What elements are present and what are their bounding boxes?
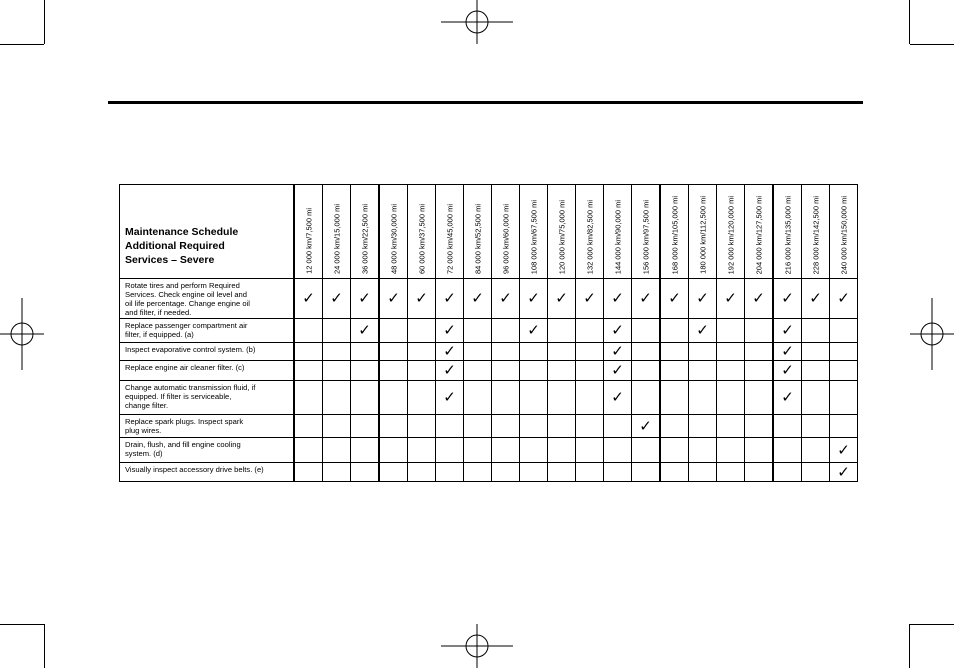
check-icon: ✓ xyxy=(358,290,371,307)
interval-label: 108 000 km/67,500 mi xyxy=(528,199,538,274)
check-mark-cell xyxy=(689,279,717,319)
empty-cell xyxy=(717,415,745,438)
check-icon: ✓ xyxy=(781,343,794,360)
maintenance-schedule-table xyxy=(119,184,858,482)
empty-cell xyxy=(773,438,802,463)
empty-cell xyxy=(323,343,351,361)
check-icon: ✓ xyxy=(415,290,428,307)
check-mark-cell xyxy=(464,279,492,319)
interval-label: 204 000 km/127,500 mi xyxy=(753,195,763,274)
interval-label: 72 000 km/45,000 mi xyxy=(444,203,454,274)
service-row xyxy=(120,343,858,361)
empty-cell xyxy=(576,415,604,438)
check-mark-cell xyxy=(604,319,632,343)
empty-cell xyxy=(632,319,661,343)
check-mark-cell xyxy=(660,279,689,319)
empty-cell xyxy=(408,438,436,463)
empty-cell xyxy=(576,438,604,463)
empty-cell xyxy=(408,381,436,415)
interval-label: 36 000 km/22,500 mi xyxy=(359,203,369,274)
empty-cell xyxy=(294,361,323,381)
check-mark-cell xyxy=(351,279,380,319)
empty-cell xyxy=(294,463,323,482)
check-mark-cell xyxy=(436,343,464,361)
empty-cell xyxy=(632,463,661,482)
empty-cell xyxy=(548,381,576,415)
interval-label: 132 000 km/82,500 mi xyxy=(584,199,594,274)
interval-header xyxy=(492,185,520,279)
service-text-line: Inspect evaporative control system. (b) xyxy=(125,345,256,354)
check-icon: ✓ xyxy=(752,290,765,307)
empty-cell xyxy=(492,381,520,415)
empty-cell xyxy=(689,361,717,381)
empty-cell xyxy=(802,361,830,381)
check-icon: ✓ xyxy=(358,322,371,339)
check-icon: ✓ xyxy=(668,290,681,307)
empty-cell xyxy=(379,438,408,463)
empty-cell xyxy=(323,438,351,463)
empty-cell xyxy=(294,381,323,415)
empty-cell xyxy=(379,415,408,438)
empty-cell xyxy=(830,343,858,361)
empty-cell xyxy=(294,438,323,463)
empty-cell xyxy=(408,415,436,438)
interval-header xyxy=(773,185,802,279)
empty-cell xyxy=(830,381,858,415)
check-mark-cell xyxy=(604,343,632,361)
service-text-line: equipped. If filter is serviceable, xyxy=(125,392,232,401)
empty-cell xyxy=(379,319,408,343)
empty-cell xyxy=(576,343,604,361)
empty-cell xyxy=(802,415,830,438)
services-body xyxy=(120,279,858,482)
service-text-line: system. (d) xyxy=(125,449,163,458)
service-description xyxy=(120,279,295,319)
empty-cell xyxy=(604,438,632,463)
interval-label: 60 000 km/37,500 mi xyxy=(416,203,426,274)
empty-cell xyxy=(604,463,632,482)
check-icon: ✓ xyxy=(696,322,709,339)
registration-mark-right xyxy=(910,298,954,370)
empty-cell xyxy=(323,319,351,343)
empty-cell xyxy=(632,381,661,415)
empty-cell xyxy=(717,438,745,463)
check-icon: ✓ xyxy=(639,417,652,435)
interval-header xyxy=(323,185,351,279)
empty-cell xyxy=(604,415,632,438)
empty-cell xyxy=(520,381,548,415)
check-mark-cell xyxy=(830,438,858,463)
empty-cell xyxy=(351,438,380,463)
service-text-line: filter, if equipped. (a) xyxy=(125,330,194,339)
empty-cell xyxy=(294,343,323,361)
check-icon: ✓ xyxy=(499,290,512,307)
check-mark-cell xyxy=(717,279,745,319)
check-mark-cell xyxy=(773,319,802,343)
service-text-line: oil life percentage. Change engine oil xyxy=(125,299,250,308)
service-text-line: change filter. xyxy=(125,401,169,410)
check-icon: ✓ xyxy=(330,290,343,307)
service-row xyxy=(120,381,858,415)
empty-cell xyxy=(745,319,774,343)
interval-header xyxy=(802,185,830,279)
check-mark-cell xyxy=(379,279,408,319)
interval-header xyxy=(660,185,689,279)
empty-cell xyxy=(379,381,408,415)
registration-mark-left xyxy=(0,298,44,370)
check-icon: ✓ xyxy=(583,290,596,307)
empty-cell xyxy=(464,343,492,361)
empty-cell xyxy=(717,361,745,381)
service-row xyxy=(120,361,858,381)
empty-cell xyxy=(464,415,492,438)
check-icon: ✓ xyxy=(611,362,624,379)
check-mark-cell xyxy=(604,279,632,319)
service-text-line: and filter, if needed. xyxy=(125,308,192,317)
empty-cell xyxy=(660,319,689,343)
empty-cell xyxy=(745,381,774,415)
check-icon: ✓ xyxy=(611,290,624,307)
empty-cell xyxy=(323,361,351,381)
empty-cell xyxy=(408,361,436,381)
interval-label: 12 000 km/7,500 mi xyxy=(303,208,313,274)
crop-mark xyxy=(0,44,44,45)
check-mark-cell xyxy=(773,279,802,319)
empty-cell xyxy=(576,319,604,343)
check-mark-cell xyxy=(632,415,661,438)
empty-cell xyxy=(492,361,520,381)
service-row xyxy=(120,415,858,438)
interval-header xyxy=(520,185,548,279)
empty-cell xyxy=(717,463,745,482)
service-description xyxy=(120,343,295,361)
empty-cell xyxy=(408,319,436,343)
check-mark-cell xyxy=(520,279,548,319)
empty-cell xyxy=(802,438,830,463)
service-description xyxy=(120,361,295,381)
check-mark-cell xyxy=(436,319,464,343)
interval-label: 156 000 km/97,500 mi xyxy=(640,199,650,274)
interval-header xyxy=(830,185,858,279)
check-icon: ✓ xyxy=(387,290,400,307)
empty-cell xyxy=(351,381,380,415)
empty-cell xyxy=(323,381,351,415)
interval-header xyxy=(294,185,323,279)
crop-mark xyxy=(910,44,954,45)
check-icon: ✓ xyxy=(781,322,794,339)
empty-cell xyxy=(773,463,802,482)
empty-cell xyxy=(548,343,576,361)
empty-cell xyxy=(689,415,717,438)
empty-cell xyxy=(548,361,576,381)
check-icon: ✓ xyxy=(781,389,794,406)
interval-header xyxy=(717,185,745,279)
empty-cell xyxy=(745,438,774,463)
check-mark-cell xyxy=(436,381,464,415)
interval-header xyxy=(436,185,464,279)
check-icon: ✓ xyxy=(724,290,737,307)
interval-header xyxy=(576,185,604,279)
empty-cell xyxy=(548,415,576,438)
empty-cell xyxy=(464,319,492,343)
check-mark-cell xyxy=(745,279,774,319)
empty-cell xyxy=(492,438,520,463)
service-text-line: Rotate tires and perform Required xyxy=(125,281,240,290)
check-mark-cell xyxy=(520,319,548,343)
interval-label: 144 000 km/90,000 mi xyxy=(612,199,622,274)
interval-label: 240 000 km/150,000 mi xyxy=(838,195,848,274)
check-icon: ✓ xyxy=(443,343,456,360)
empty-cell xyxy=(464,463,492,482)
check-mark-cell xyxy=(773,381,802,415)
empty-cell xyxy=(802,463,830,482)
header-rule xyxy=(108,101,863,104)
check-mark-cell xyxy=(773,361,802,381)
check-icon: ✓ xyxy=(611,322,624,339)
empty-cell xyxy=(830,319,858,343)
empty-cell xyxy=(773,415,802,438)
empty-cell xyxy=(436,438,464,463)
empty-cell xyxy=(632,361,661,381)
check-icon: ✓ xyxy=(527,290,540,307)
empty-cell xyxy=(351,415,380,438)
empty-cell xyxy=(660,343,689,361)
empty-cell xyxy=(548,438,576,463)
check-mark-cell xyxy=(802,279,830,319)
check-mark-cell xyxy=(830,463,858,482)
empty-cell xyxy=(323,463,351,482)
empty-cell xyxy=(745,343,774,361)
empty-cell xyxy=(689,381,717,415)
check-mark-cell xyxy=(323,279,351,319)
empty-cell xyxy=(689,463,717,482)
table-title xyxy=(120,185,295,279)
interval-label: 120 000 km/75,000 mi xyxy=(556,199,566,274)
interval-header xyxy=(548,185,576,279)
check-icon: ✓ xyxy=(837,463,850,481)
interval-label: 24 000 km/15,000 mi xyxy=(331,203,341,274)
empty-cell xyxy=(576,361,604,381)
empty-cell xyxy=(660,415,689,438)
empty-cell xyxy=(408,463,436,482)
empty-cell xyxy=(464,361,492,381)
empty-cell xyxy=(576,463,604,482)
interval-label: 96 000 km/60,000 mi xyxy=(500,203,510,274)
empty-cell xyxy=(351,361,380,381)
interval-label: 48 000 km/30,000 mi xyxy=(388,203,398,274)
check-icon: ✓ xyxy=(443,389,456,406)
check-icon: ✓ xyxy=(555,290,568,307)
empty-cell xyxy=(717,381,745,415)
service-text-line: plug wires. xyxy=(125,426,162,435)
interval-header xyxy=(604,185,632,279)
empty-cell xyxy=(520,463,548,482)
empty-cell xyxy=(717,319,745,343)
check-mark-cell xyxy=(408,279,436,319)
empty-cell xyxy=(379,343,408,361)
empty-cell xyxy=(660,361,689,381)
interval-header xyxy=(379,185,408,279)
empty-cell xyxy=(436,463,464,482)
interval-header xyxy=(408,185,436,279)
title-line: Maintenance Schedule xyxy=(125,225,239,238)
service-description xyxy=(120,319,295,343)
service-row xyxy=(120,463,858,482)
service-text-line: Replace spark plugs. Inspect spark xyxy=(125,417,244,426)
interval-label: 216 000 km/135,000 mi xyxy=(782,195,792,274)
interval-label: 180 000 km/112,500 mi xyxy=(697,196,707,274)
check-mark-cell xyxy=(689,319,717,343)
interval-header xyxy=(464,185,492,279)
empty-cell xyxy=(745,361,774,381)
empty-cell xyxy=(660,438,689,463)
empty-cell xyxy=(632,343,661,361)
empty-cell xyxy=(548,463,576,482)
empty-cell xyxy=(323,415,351,438)
empty-cell xyxy=(802,381,830,415)
service-text-line: Replace engine air cleaner filter. (c) xyxy=(125,363,245,372)
interval-header xyxy=(689,185,717,279)
service-row xyxy=(120,438,858,463)
empty-cell xyxy=(492,319,520,343)
empty-cell xyxy=(520,438,548,463)
check-mark-cell xyxy=(548,279,576,319)
registration-mark-top xyxy=(441,0,513,44)
empty-cell xyxy=(520,415,548,438)
empty-cell xyxy=(436,415,464,438)
interval-header xyxy=(632,185,661,279)
crop-mark xyxy=(909,0,910,44)
check-icon: ✓ xyxy=(443,362,456,379)
check-mark-cell xyxy=(436,279,464,319)
empty-cell xyxy=(802,319,830,343)
check-icon: ✓ xyxy=(443,290,456,307)
check-mark-cell xyxy=(773,343,802,361)
service-text-line: Replace passenger compartment air xyxy=(125,321,248,330)
check-mark-cell xyxy=(351,319,380,343)
interval-label: 168 000 km/105,000 mi xyxy=(669,195,679,274)
crop-mark xyxy=(44,624,45,668)
service-row xyxy=(120,319,858,343)
empty-cell xyxy=(689,343,717,361)
crop-mark xyxy=(910,624,954,625)
registration-mark-bottom xyxy=(441,624,513,668)
check-icon: ✓ xyxy=(443,322,456,339)
empty-cell xyxy=(632,438,661,463)
empty-cell xyxy=(576,381,604,415)
check-icon: ✓ xyxy=(781,362,794,379)
header-row xyxy=(120,185,858,279)
check-mark-cell xyxy=(576,279,604,319)
empty-cell xyxy=(294,415,323,438)
service-text-line: Change automatic transmission fluid, if xyxy=(125,383,256,392)
empty-cell xyxy=(379,463,408,482)
interval-header xyxy=(351,185,380,279)
empty-cell xyxy=(802,343,830,361)
crop-mark xyxy=(44,0,45,44)
check-mark-cell xyxy=(492,279,520,319)
check-mark-cell xyxy=(604,381,632,415)
check-icon: ✓ xyxy=(781,290,794,307)
interval-label: 192 000 km/120,000 mi xyxy=(725,195,735,274)
check-icon: ✓ xyxy=(639,290,652,307)
crop-mark xyxy=(0,624,44,625)
empty-cell xyxy=(830,415,858,438)
title-line: Additional Required xyxy=(125,239,225,252)
check-mark-cell xyxy=(604,361,632,381)
empty-cell xyxy=(294,319,323,343)
empty-cell xyxy=(464,381,492,415)
service-text-line: Services. Check engine oil level and xyxy=(125,290,247,299)
empty-cell xyxy=(660,463,689,482)
service-description xyxy=(120,438,295,463)
empty-cell xyxy=(408,343,436,361)
empty-cell xyxy=(745,415,774,438)
service-text-line: Visually inspect accessory drive belts. (e) xyxy=(125,465,264,474)
empty-cell xyxy=(660,381,689,415)
empty-cell xyxy=(351,463,380,482)
check-icon: ✓ xyxy=(611,389,624,406)
interval-label: 228 000 km/142,500 mi xyxy=(810,195,820,274)
empty-cell xyxy=(520,361,548,381)
empty-cell xyxy=(717,343,745,361)
empty-cell xyxy=(379,361,408,381)
title-line: Services – Severe xyxy=(125,253,215,266)
empty-cell xyxy=(492,343,520,361)
check-icon: ✓ xyxy=(809,290,822,307)
empty-cell xyxy=(520,343,548,361)
empty-cell xyxy=(830,361,858,381)
check-icon: ✓ xyxy=(837,441,850,459)
empty-cell xyxy=(464,438,492,463)
check-icon: ✓ xyxy=(302,290,315,307)
check-icon: ✓ xyxy=(471,290,484,307)
interval-label: 84 000 km/52,500 mi xyxy=(472,203,482,274)
service-description xyxy=(120,415,295,438)
check-mark-cell xyxy=(436,361,464,381)
check-icon: ✓ xyxy=(611,343,624,360)
empty-cell xyxy=(351,343,380,361)
check-icon: ✓ xyxy=(527,322,540,339)
crop-mark xyxy=(909,624,910,668)
empty-cell xyxy=(745,463,774,482)
check-mark-cell xyxy=(294,279,323,319)
empty-cell xyxy=(492,415,520,438)
interval-header xyxy=(745,185,774,279)
empty-cell xyxy=(548,319,576,343)
check-icon: ✓ xyxy=(837,290,850,307)
check-icon: ✓ xyxy=(696,290,709,307)
service-description xyxy=(120,381,295,415)
empty-cell xyxy=(689,438,717,463)
service-text-line: Drain, flush, and fill engine cooling xyxy=(125,440,241,449)
check-mark-cell xyxy=(632,279,661,319)
empty-cell xyxy=(492,463,520,482)
service-row xyxy=(120,279,858,319)
service-description xyxy=(120,463,295,482)
check-mark-cell xyxy=(830,279,858,319)
